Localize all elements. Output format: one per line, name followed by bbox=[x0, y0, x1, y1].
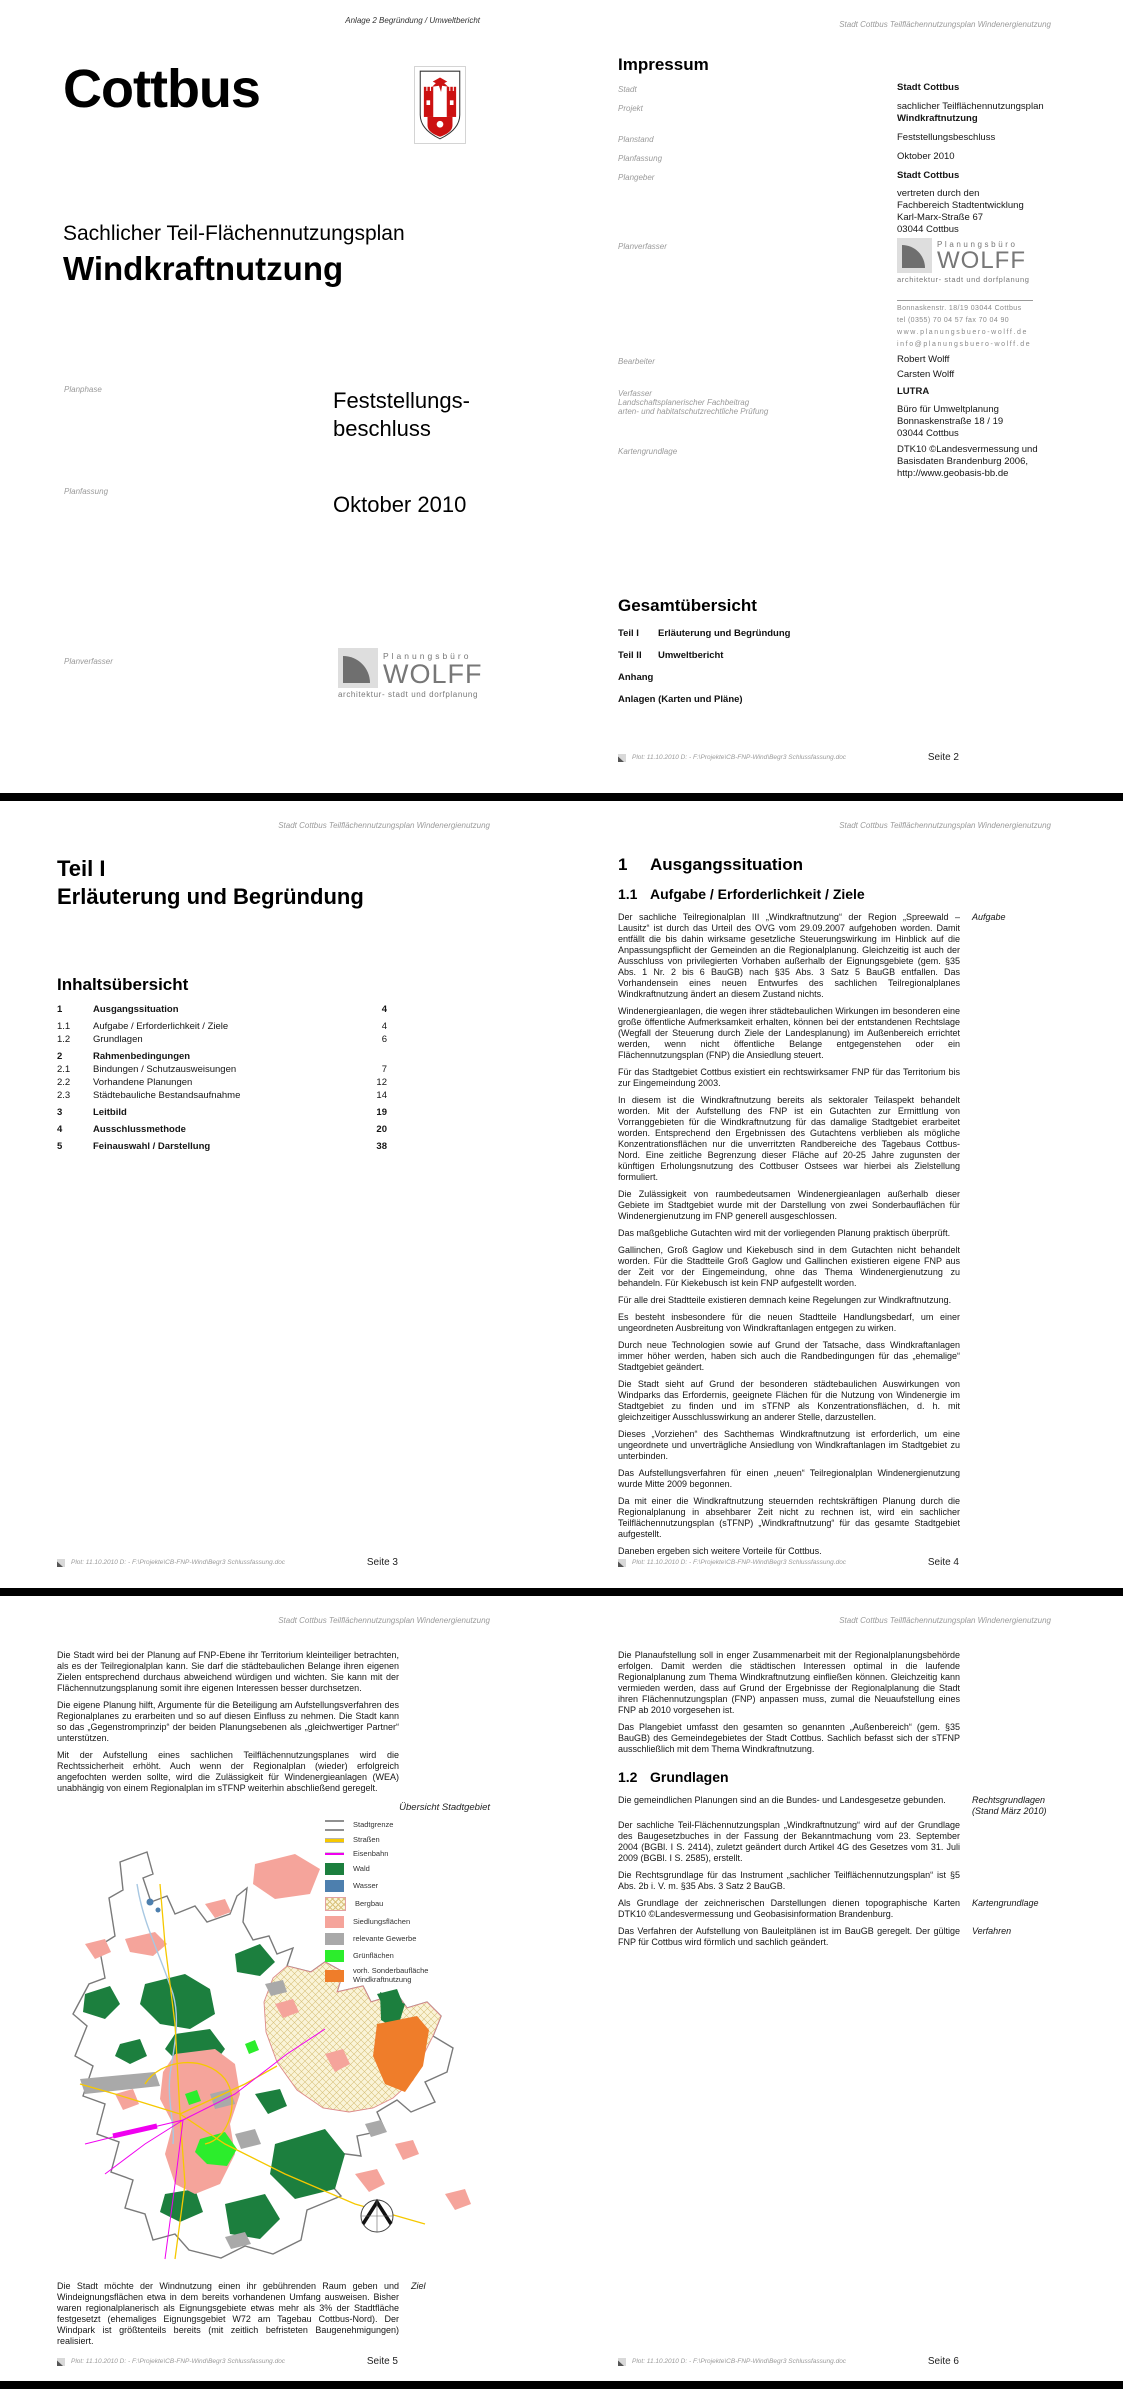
paragraph-row bbox=[618, 1795, 1051, 1817]
page6-footer bbox=[618, 2356, 959, 2367]
page-2-impressum bbox=[561, 0, 1123, 793]
footer-logo-icon bbox=[618, 754, 626, 762]
verfasser-label-line2: Landschaftsplanerischer Fachbeitrag bbox=[618, 398, 750, 407]
margin-note-rechtsgrundlagen bbox=[972, 1795, 1051, 1817]
body-paragraph: Der sachliche Teil-Flächennutzungsplan „Windkraftnutzung“ wird auf der Grundlage des Baugesetzbuches in der Fassung der Bekanntmachung vom 23. September 2004 (BGBl. I S. 2414), zuletzt geändert durch Artikel 4G des Gesetzes vom 31. Juli 2009 (BGBl. I S. 2585), erstellt. bbox=[618, 1820, 960, 1863]
toc-title: Inhaltsübersicht bbox=[57, 975, 189, 994]
page6-content bbox=[618, 1650, 1051, 1954]
body-paragraph: Das maßgebliche Gutachten wird mit der vorliegenden Planung praktisch überprüft. bbox=[618, 1228, 951, 1238]
field-value-planfassung: Oktober 2010 bbox=[897, 151, 955, 162]
body-paragraph: Dieses „Vorziehen“ des Sachthemas Windkraftnutzung ist erforderlich, um eine ungeordnete und unverträgliche Ansiedlung von Windkraftanlagen im Stadtgebiet zu unterbinden. bbox=[618, 1429, 960, 1461]
field-label-stadt: Stadt bbox=[618, 85, 637, 94]
field-label-bearbeiter: Bearbeiter bbox=[618, 357, 655, 366]
city-title: Cottbus bbox=[63, 59, 260, 119]
legend-label bbox=[353, 1967, 428, 1984]
wolff-logo-tagline: architektur- stadt und dorfplanung bbox=[338, 690, 479, 699]
projekt-line1: sachlicher Teilflächennutzungsplan bbox=[897, 101, 1044, 112]
field-value-stadt: Stadt Cottbus bbox=[897, 82, 960, 93]
body-paragraph: In diesem ist die Windkraftnutzung bereits als sektoraler Teilaspekt behandelt worden. Mit der Aufstellung des FNP ist ein Gutachten zur Ermittlung von Vorranggebieten für die Windkraftnutzung für das damalige Stadtgebiet erarbeitet worden. Entsprechend den Ergebnissen des Gutachtens verblieben als mögliche Konzentrationsflächen nur die unverritzten Randbereiche des Tagebaus Cottbus-Nord. Eine zeitliche Begrenzung dieser Fläche auf 20-25 Jahre zugunsten der künftigen Erholungsnutzung des Cottbuser Ostsees war hierbei als Zielstellung formuliert. bbox=[618, 1095, 960, 1182]
paragraph-row bbox=[618, 1095, 1051, 1183]
section-title: Ausgangssituation bbox=[650, 855, 804, 874]
toc-row bbox=[57, 1090, 387, 1101]
legend-item bbox=[325, 1897, 490, 1911]
footer-file-path: Plot: 11.10.2010 D: - F:\Projekte\CB-FNP-Wind\Begr3 Schlussfassung.doc bbox=[632, 1559, 847, 1566]
paragraph-row bbox=[618, 1546, 1051, 1557]
legend-item bbox=[325, 1916, 490, 1928]
toc-num: 2 bbox=[57, 1051, 63, 1062]
legend-item bbox=[325, 1933, 490, 1945]
page-6-grundlagen bbox=[561, 1596, 1123, 2381]
body-paragraph: Für das Stadtgebiet Cottbus existiert ein rechtswirksamer FNP für das Territorium bis zur Eingemeindung 2003. bbox=[618, 1067, 960, 1088]
legend-label-line1: vorh. Sonderbaufläche bbox=[353, 1966, 429, 1975]
field-value-planstand: Feststellungsbeschluss bbox=[897, 132, 996, 143]
teil1-title-line2: Erläuterung und Begründung bbox=[57, 884, 364, 909]
body-paragraph: Mit der Aufstellung eines sachlichen Teilflächennutzungsplanes wird die Rechtssicherheit erhöht. Auch wenn der Regionalplan (wieder) erfolgreich angefochten werden sollte, wird die Zulässigkeit für Windenergieanlagen (WEA) unabhängig von einem Regionalplan im sTFNP weiterhin abschließend geregelt. bbox=[57, 1750, 399, 1793]
paragraph-row bbox=[618, 1496, 1051, 1540]
legend-label: Stadtgrenze bbox=[353, 1820, 394, 1830]
legend-label: Siedlungsflächen bbox=[353, 1916, 411, 1926]
field-label-projekt: Projekt bbox=[618, 104, 643, 113]
wolff-email: info@planungsbuero-wolff.de bbox=[897, 341, 1032, 348]
teil1-title-line1: Teil I bbox=[57, 856, 106, 881]
gesamt-teil2-label: Umweltbericht bbox=[658, 650, 724, 661]
paragraph-row bbox=[618, 1870, 1051, 1892]
wolff-logo-small-text: Planungsbüro bbox=[383, 651, 472, 661]
toc-num: 2.3 bbox=[57, 1090, 71, 1101]
page2-footer bbox=[618, 752, 959, 763]
wolff-logo-name: WOLFF bbox=[937, 247, 1026, 274]
toc-row bbox=[57, 1107, 387, 1118]
paragraph-row bbox=[618, 1245, 1051, 1289]
body-paragraph: Der sachliche Teilregionalplan III „Windkraftnutzung“ der Region „Spreewald – Lausitz“ ist durch das Urteil des OVG vom 29.09.2007 aufgehoben worden. Damit entfällt die bis dahin wirksame gesetzliche Steuerungswirkung im Hinblick auf die Anpassungspflicht der Gemeinden an die Regionalplanung. Gleichzeitig ist auch der Ausschluss von privilegierten Vorhaben außerhalb der Eignungsgebiete (gem. §35 Abs. 1 Nr. 2 bis 6 BauGB) nach §35 Abs. 3 Satz 5 BauGB entfallen. Das Vorhandensein eines neuen Entwurfes des sachlichen Teilregionalplanes Windkraftnutzung ändert an diesem Zustand nichts. bbox=[618, 912, 960, 999]
legend-swatch-wald bbox=[325, 1863, 344, 1875]
toc-row bbox=[57, 1051, 387, 1062]
page3-header: Stadt Cottbus Teilflächennutzungsplan Windenergienutzung bbox=[278, 821, 490, 830]
margin-note-line1: Rechtsgrundlagen bbox=[972, 1795, 1046, 1805]
wolff-logo-impressum bbox=[897, 238, 1030, 284]
page5-content bbox=[57, 1650, 490, 2353]
toc-page: 14 bbox=[376, 1090, 387, 1101]
legend-swatch-gruenflaechen bbox=[325, 1950, 344, 1962]
toc-label: Feinauswahl / Darstellung bbox=[93, 1141, 211, 1152]
page-number: Seite 3 bbox=[366, 1557, 398, 1568]
field-label-planstand: Planstand bbox=[618, 135, 654, 144]
page6-header: Stadt Cottbus Teilflächennutzungsplan Windenergienutzung bbox=[839, 1616, 1051, 1625]
legend-label: Wasser bbox=[353, 1880, 379, 1890]
plangeber-address bbox=[897, 188, 1024, 236]
paragraph-row bbox=[57, 1650, 490, 1694]
wolff-address-line1: Bonnaskenstr. 18/19 03044 Cottbus bbox=[897, 305, 1022, 312]
field-label-planverfasser: Planverfasser bbox=[618, 242, 667, 251]
paragraph-row bbox=[618, 1295, 1051, 1306]
field-value-plangeber: Stadt Cottbus bbox=[897, 170, 960, 181]
lutra-line1: Büro für Umweltplanung bbox=[897, 404, 999, 415]
field-label-plangeber: Plangeber bbox=[618, 173, 655, 182]
toc-label: Städtebauliche Bestandsaufnahme bbox=[93, 1090, 241, 1101]
paragraph-row bbox=[618, 1429, 1051, 1462]
toc-num: 1 bbox=[57, 1004, 63, 1015]
body-paragraph: Für alle drei Stadtteile existieren demnach keine Regelungen zur Windkraftnutzung. bbox=[618, 1295, 952, 1305]
paragraph-row bbox=[618, 1189, 1051, 1222]
page-4-ausgangssituation bbox=[561, 801, 1123, 1588]
body-paragraph: Die Stadt möchte der Windnutzung einen ihr gebührenden Raum geben und Windeignungsflächen etwa in dem bereits vorhandenen Umfang ausweisen. Bisher waren regionalplanerisch als Eignungsgebiete etwas mehr als 3% der Stadtfläche festgesetzt (ehemaliges Eignungsgebiet W72 am Tagebau Cottbus-Nord). Der Windpark ist größtenteils bereits (mit zeitlich befristeten Baugenehmigungen) realisiert. bbox=[57, 2281, 399, 2346]
wolff-logo-name: WOLFF bbox=[383, 659, 483, 689]
toc-num: 2.2 bbox=[57, 1077, 71, 1088]
toc-page: 4 bbox=[381, 1004, 387, 1015]
legend-swatch-bergbau bbox=[325, 1897, 346, 1911]
body-paragraph: Die Rechtsgrundlage für das Instrument „sachlicher Teilflächennutzungsplan“ ist §5 Abs. 2b i. V. m. §35 Abs. 3 Satz 2 BauGB. bbox=[618, 1870, 960, 1891]
toc-num: 5 bbox=[57, 1141, 63, 1152]
karten-line1: DTK10 ©Landesvermessung und bbox=[897, 444, 1038, 455]
map-legend bbox=[325, 1820, 490, 1989]
impressum-title: Impressum bbox=[618, 55, 709, 74]
body-paragraph: Als Grundlage der zeichnerischen Darstellungen dienen topographische Karten DTK10 ©Landesvermessung und Geobasisinformation Brandenburg. bbox=[618, 1898, 960, 1919]
paragraph-row bbox=[618, 1228, 1051, 1239]
toc-row bbox=[57, 1034, 387, 1045]
paragraph-row bbox=[618, 1006, 1051, 1061]
label-planphase: Planphase bbox=[64, 385, 102, 394]
paragraph-row bbox=[618, 1067, 1051, 1089]
section-number: 1 bbox=[618, 855, 628, 874]
section-number: 1.1 bbox=[618, 886, 638, 902]
toc-page: 20 bbox=[376, 1124, 387, 1135]
label-planfassung: Planfassung bbox=[64, 487, 109, 496]
lutra-line2: Bonnaskenstraße 18 / 19 bbox=[897, 416, 1004, 427]
toc-num: 1.1 bbox=[57, 1021, 71, 1032]
legend-label: relevante Gewerbe bbox=[353, 1933, 417, 1943]
gesamtuebersicht-title: Gesamtübersicht bbox=[618, 596, 757, 615]
karten-line3: http://www.geobasis-bb.de bbox=[897, 468, 1009, 479]
gesamt-row-teil2 bbox=[618, 650, 723, 661]
table-of-contents bbox=[57, 1004, 387, 1152]
gesamt-teil2-num: Teil II bbox=[618, 650, 642, 661]
footer-file-path: Plot: 11.10.2010 D: - F:\Projekte\CB-FNP-Wind\Begr3 Schlussfassung.doc bbox=[632, 2358, 847, 2365]
lutra-line3: 03044 Cottbus bbox=[897, 428, 959, 439]
plangeber-line4: 03044 Cottbus bbox=[897, 224, 959, 235]
body-paragraph: Die Zulässigkeit von raumbedeutsamen Windenergieanlagen außerhalb dieser Gebiete im Stadtgebiet wurde mit der Darstellung von zwei Sonderbauflächen für Windenergienutzung im FNP generell ausgeschlossen. bbox=[618, 1189, 960, 1221]
field-label-kartengrundlage: Kartengrundlage bbox=[618, 447, 678, 456]
body-paragraph: Durch neue Technologien sowie auf Grund der Tatsache, dass Windkraftanlagen immer höher werden, haben sich auch die Randbedingungen für das „ehemalige“ Stadtgebiet geändert. bbox=[618, 1340, 960, 1372]
footer-logo-icon bbox=[57, 1559, 65, 1567]
paragraph-row bbox=[618, 1820, 1051, 1864]
city-map-block bbox=[57, 1800, 490, 2281]
wolff-address bbox=[897, 303, 1031, 351]
toc-label: Ausgangssituation bbox=[93, 1004, 179, 1015]
row-divider-2 bbox=[0, 1588, 1123, 1596]
toc-row bbox=[57, 1064, 387, 1075]
toc-page: 38 bbox=[376, 1141, 387, 1152]
paragraph-row bbox=[618, 1312, 1051, 1334]
body-paragraph: Gallinchen, Groß Gaglow und Kiekebusch sind in dem Gutachten nicht behandelt worden. Für die Stadtteile Groß Gaglow und Gallinchen existieren eigene FNP aus der Zeit vor der Eingemeindung, ohne das Thema Windenergienutzung zu behandeln. Für Kiekebusch ist kein FNP aufgestellt worden. bbox=[618, 1245, 960, 1288]
field-value-projekt bbox=[897, 101, 1044, 125]
legend-swatch-sonderbauflaeche bbox=[325, 1970, 344, 1982]
wolff-logo-small-text: Planungsbüro bbox=[937, 240, 1018, 249]
footer-file-path: Plot: 11.10.2010 D: - F:\Projekte\CB-FNP-Wind\Begr3 Schlussfassung.doc bbox=[71, 2358, 286, 2365]
body-paragraph: Die Stadt sieht auf Grund der besonderen städtebaulichen Auswirkungen von Windparks das Erfordernis, geeignete Flächen für die Nutzung von Windenergie im Stadtgebiet zu finden und im sTFNP als Konzentrationsflächen, d. h. mit gleichzeitiger Ausschlusswirkung an anderer Stelle, darzustellen. bbox=[618, 1379, 960, 1422]
plangeber-line2: Fachbereich Stadtentwicklung bbox=[897, 200, 1024, 211]
page-number: Seite 4 bbox=[927, 1557, 959, 1568]
plangeber-line1: vertreten durch den bbox=[897, 188, 980, 199]
doc-subtitle: Sachlicher Teil-Flächennutzungsplan bbox=[63, 222, 405, 245]
legend-swatch-gewerbe bbox=[325, 1933, 344, 1945]
legend-item bbox=[325, 1950, 490, 1962]
wolff-address-line2: tel (0355) 70 04 57 fax 70 04 90 bbox=[897, 317, 1010, 324]
legend-item bbox=[325, 1880, 490, 1892]
page-number: Seite 5 bbox=[366, 2356, 398, 2367]
projekt-line2: Windkraftnutzung bbox=[897, 113, 978, 124]
footer-logo-icon bbox=[618, 2358, 626, 2366]
body-paragraph: Windenergieanlagen, die wegen ihrer städtebaulichen Wirkungen im besonderen eine große öffentliche Aufmerksamkeit erhalten, können bei der entstandenen Rechtslage (Wegfall der Steuerung durch Ziele der Landesplanung) im Außenbereich errichtet werden, wenn nicht öffentliche Belange entgegenstehen oder ein Flächennutzungsplan (FNP) die Ansiedlung steuert. bbox=[618, 1006, 960, 1060]
paragraph-row bbox=[618, 1379, 1051, 1423]
footer-logo-icon bbox=[57, 2358, 65, 2366]
wolff-logo-mark-icon bbox=[338, 648, 378, 688]
bearbeiter-2: Carsten Wolff bbox=[897, 369, 955, 380]
planfassung-value: Oktober 2010 bbox=[333, 492, 467, 517]
karten-line2: Basisdaten Brandenburg 2006, bbox=[897, 456, 1028, 467]
section-heading-1 bbox=[618, 855, 1051, 875]
legend-label-line2: Windkraftnutzung bbox=[353, 1974, 412, 1984]
field-label-planfassung: Planfassung bbox=[618, 154, 663, 163]
page4-footer bbox=[618, 1557, 959, 1568]
bearbeiter-1: Robert Wolff bbox=[897, 354, 950, 365]
section-number: 1.2 bbox=[618, 1769, 638, 1785]
paragraph-row bbox=[618, 1650, 1051, 1716]
body-paragraph: Die gemeindlichen Planungen sind an die Bundes- und Landesgesetze gebunden. bbox=[618, 1795, 946, 1805]
toc-page: 19 bbox=[376, 1107, 387, 1118]
legend-label: Wald bbox=[353, 1863, 370, 1873]
toc-num: 3 bbox=[57, 1107, 63, 1118]
label-planverfasser: Planverfasser bbox=[64, 657, 113, 666]
section-heading-1-1 bbox=[618, 886, 1051, 902]
legend-item bbox=[325, 1967, 490, 1984]
lutra-address bbox=[897, 404, 1003, 440]
page5-header: Stadt Cottbus Teilflächennutzungsplan Windenergienutzung bbox=[278, 1616, 490, 1625]
body-paragraph: Da mit einer die Windkraftnutzung steuernden rechtskräftigen Planung durch die Regionalplanung in absehbarer Zeit nicht zu rechnen ist, wird ein sachlicher Teilflächennutzungsplan (sTFNP) „Windkraftnutzung“ für das gesamte Stadtgebiet aufgestellt. bbox=[618, 1496, 960, 1539]
plangeber-line3: Karl-Marx-Straße 67 bbox=[897, 212, 984, 223]
toc-page: 4 bbox=[381, 1021, 387, 1032]
footer-file-path: Plot: 11.10.2010 D: - F:\Projekte\CB-FNP-Wind\Begr3 Schlussfassung.doc bbox=[632, 754, 847, 761]
page-1-title bbox=[0, 0, 561, 793]
body-paragraph: Das Verfahren der Aufstellung von Bauleitplänen ist im BauGB geregelt. Der gültige FNP für Cottbus wird förmlich und sachlich geändert. bbox=[618, 1926, 960, 1947]
body-paragraph: Es besteht insbesondere für die neuen Stadtteile Handlungsbedarf, um einer ungeordneten Ausbreitung von Windkraftanlagen entgegen zu wirken. bbox=[618, 1312, 960, 1333]
legend-label: Grünflächen bbox=[353, 1950, 394, 1960]
gesamt-row-anlagen: Anlagen (Karten und Pläne) bbox=[618, 694, 743, 705]
paragraph-row bbox=[618, 1722, 1051, 1755]
margin-note-aufgabe: Aufgabe bbox=[972, 912, 1006, 922]
legend-item bbox=[325, 1863, 490, 1875]
toc-num: 4 bbox=[57, 1124, 63, 1135]
compass-icon bbox=[361, 2200, 393, 2232]
toc-label: Bindungen / Schutzausweisungen bbox=[93, 1064, 237, 1075]
legend-label: Straßen bbox=[353, 1835, 380, 1844]
bottom-bar bbox=[0, 2381, 1123, 2389]
toc-label: Leitbild bbox=[93, 1107, 127, 1118]
section-title: Aufgabe / Erforderlichkeit / Ziele bbox=[650, 886, 865, 902]
legend-swatch-siedlungsflaechen bbox=[325, 1916, 344, 1928]
verfasser-label-line3: arten- und habitatschutzrechtliche Prüfung bbox=[618, 407, 769, 416]
toc-row bbox=[57, 1021, 387, 1032]
toc-row bbox=[57, 1004, 387, 1015]
gesamt-row-teil1 bbox=[618, 628, 790, 639]
paragraph-row bbox=[618, 912, 1051, 1000]
paragraph-row bbox=[618, 1898, 1051, 1920]
legend-label: Bergbau bbox=[355, 1898, 384, 1908]
legend-swatch-eisenbahn bbox=[325, 1852, 344, 1855]
toc-label: Ausschlussmethode bbox=[93, 1124, 186, 1135]
paragraph-row bbox=[618, 1468, 1051, 1490]
page3-content bbox=[57, 855, 490, 1152]
doc-title: Windkraftnutzung bbox=[63, 250, 344, 287]
planphase-line1: Feststellungs- bbox=[333, 388, 470, 413]
page-5-uebersicht bbox=[0, 1596, 561, 2381]
gesamt-row-anhang: Anhang bbox=[618, 672, 654, 683]
page-number: Seite 2 bbox=[927, 752, 959, 763]
page-3-inhalt bbox=[0, 801, 561, 1588]
row-divider-1 bbox=[0, 793, 1123, 801]
map-margin-note: Übersicht Stadtgebiet bbox=[399, 1802, 490, 1813]
margin-note-line2: (Stand März 2010) bbox=[972, 1806, 1047, 1816]
section-heading-1-2 bbox=[618, 1769, 1051, 1785]
footer-logo-icon bbox=[618, 1559, 626, 1567]
body-paragraph: Die eigene Planung hilft, Argumente für die Beteiligung am Aufstellungsverfahren des Regionalplanes zu erarbeiten und so auf diesen Einfluss zu nehmen. Die Stadt kann so das „Gegenstromprinzip“ der beiden Planungsebenen als „gleichwertiger Partner“ unterstützen. bbox=[57, 1700, 399, 1743]
wolff-website: www.planungsbuero-wolff.de bbox=[897, 329, 1028, 336]
planphase-line2: beschluss bbox=[333, 416, 431, 441]
section-title: Grundlagen bbox=[650, 1769, 729, 1785]
field-label-verfasser bbox=[618, 389, 768, 416]
kartengrundlage-value bbox=[897, 444, 1038, 480]
legend-label: Eisenbahn bbox=[353, 1848, 389, 1858]
toc-row bbox=[57, 1124, 387, 1135]
paragraph-row bbox=[57, 1700, 490, 1744]
wolff-logo-mark-icon bbox=[897, 238, 932, 273]
page4-header: Stadt Cottbus Teilflächennutzungsplan Windenergienutzung bbox=[839, 821, 1051, 830]
toc-row bbox=[57, 1077, 387, 1088]
legend-item bbox=[325, 1850, 490, 1859]
toc-num: 1.2 bbox=[57, 1034, 71, 1045]
legend-item bbox=[325, 1836, 490, 1845]
gesamt-teil1-label: Erläuterung und Begründung bbox=[658, 628, 791, 639]
toc-page bbox=[357, 1051, 387, 1062]
margin-note-kartengrundlage: Kartengrundlage bbox=[972, 1898, 1039, 1908]
legend-swatch-wasser bbox=[325, 1880, 344, 1892]
legend-item bbox=[325, 1820, 490, 1831]
body-paragraph: Das Plangebiet umfasst den gesamten so genannten „Außenbereich“ (gem. §35 BauGB) des Gemeindegebietes der Stadt Cottbus. Sachlich befasst sich der sTFNP ausschließlich mit dem Thema Windkraftnutzung. bbox=[618, 1722, 960, 1754]
page5-footer bbox=[57, 2356, 398, 2367]
margin-note-verfahren: Verfahren bbox=[972, 1926, 1012, 1936]
page2-header: Stadt Cottbus Teilflächennutzungsplan Windenergienutzung bbox=[839, 20, 1051, 29]
paragraph-row bbox=[57, 1750, 490, 1794]
toc-label: Grundlagen bbox=[93, 1034, 143, 1045]
cottbus-coat-of-arms-icon bbox=[414, 66, 466, 144]
wolff-logo-tagline: architektur- stadt und dorfplanung bbox=[897, 275, 1030, 284]
teil1-title bbox=[57, 855, 490, 911]
legend-swatch-strassen bbox=[325, 1838, 344, 1843]
toc-row bbox=[57, 1141, 387, 1152]
gesamt-teil1-num: Teil I bbox=[618, 628, 639, 639]
lutra-name: LUTRA bbox=[897, 386, 930, 397]
body-paragraph: Die Stadt wird bei der Planung auf FNP-Ebene ihr Territorium kleinteiliger betrachten, als es der Teilregionalplan kann. Sie darf die städtebaulichen Belange ihren eigenen Zielen entsprechend durchaus abweichend würdigen und wichten. Sie kann mit der Flächennutzungsplanung somit ihre eigenen Interessen besser durchsetzen. bbox=[57, 1650, 399, 1693]
toc-label: Aufgabe / Erforderlichkeit / Ziele bbox=[93, 1021, 229, 1032]
body-paragraph: Das Aufstellungsverfahren für einen „neuen“ Teilregionalplan Windenergienutzung wurde Mitte 2009 begonnen. bbox=[618, 1468, 960, 1489]
toc-page: 6 bbox=[381, 1034, 387, 1045]
footer-file-path: Plot: 11.10.2010 D: - F:\Projekte\CB-FNP-Wind\Begr3 Schlussfassung.doc bbox=[71, 1559, 286, 1566]
verfasser-label-line1: Verfasser bbox=[618, 389, 652, 398]
paragraph-row bbox=[618, 1340, 1051, 1373]
legend-swatch-stadtgrenze bbox=[325, 1820, 344, 1831]
toc-page: 7 bbox=[381, 1064, 387, 1075]
toc-page: 12 bbox=[376, 1077, 387, 1088]
paragraph-row bbox=[618, 1926, 1051, 1948]
body-paragraph: Die Planaufstellung soll in enger Zusammenarbeit mit der Regionalplanungsbehörde erfolgen. Damit werden die städtischen Interessen optimal in die laufende Regionalplanung zum Thema Windkraftnutzung einfließen können. Gleichzeitig kann vermieden werden, dass auf Grund der Ergebnisse der Regionalplanung die Stadt ihren Flächennutzungsplan (FNP) anpassen muss, zumal die Neuaufstellung eines FNP ab 2010 vorgesehen ist. bbox=[618, 1650, 960, 1715]
body-paragraph: Daneben ergeben sich weitere Vorteile für Cottbus. bbox=[618, 1546, 822, 1556]
toc-label: Vorhandene Planungen bbox=[93, 1077, 193, 1088]
paragraph-row bbox=[57, 2281, 490, 2347]
margin-note-ziel: Ziel bbox=[411, 2281, 426, 2291]
toc-label: Rahmenbedingungen bbox=[93, 1051, 191, 1062]
page4-content bbox=[618, 855, 1051, 1563]
wolff-logo bbox=[338, 648, 483, 699]
page1-header: Anlage 2 Begründung / Umweltbericht bbox=[345, 16, 480, 25]
page3-footer bbox=[57, 1557, 398, 1568]
toc-num: 2.1 bbox=[57, 1064, 71, 1075]
logo-divider bbox=[897, 300, 1033, 301]
page-number: Seite 6 bbox=[927, 2356, 959, 2367]
